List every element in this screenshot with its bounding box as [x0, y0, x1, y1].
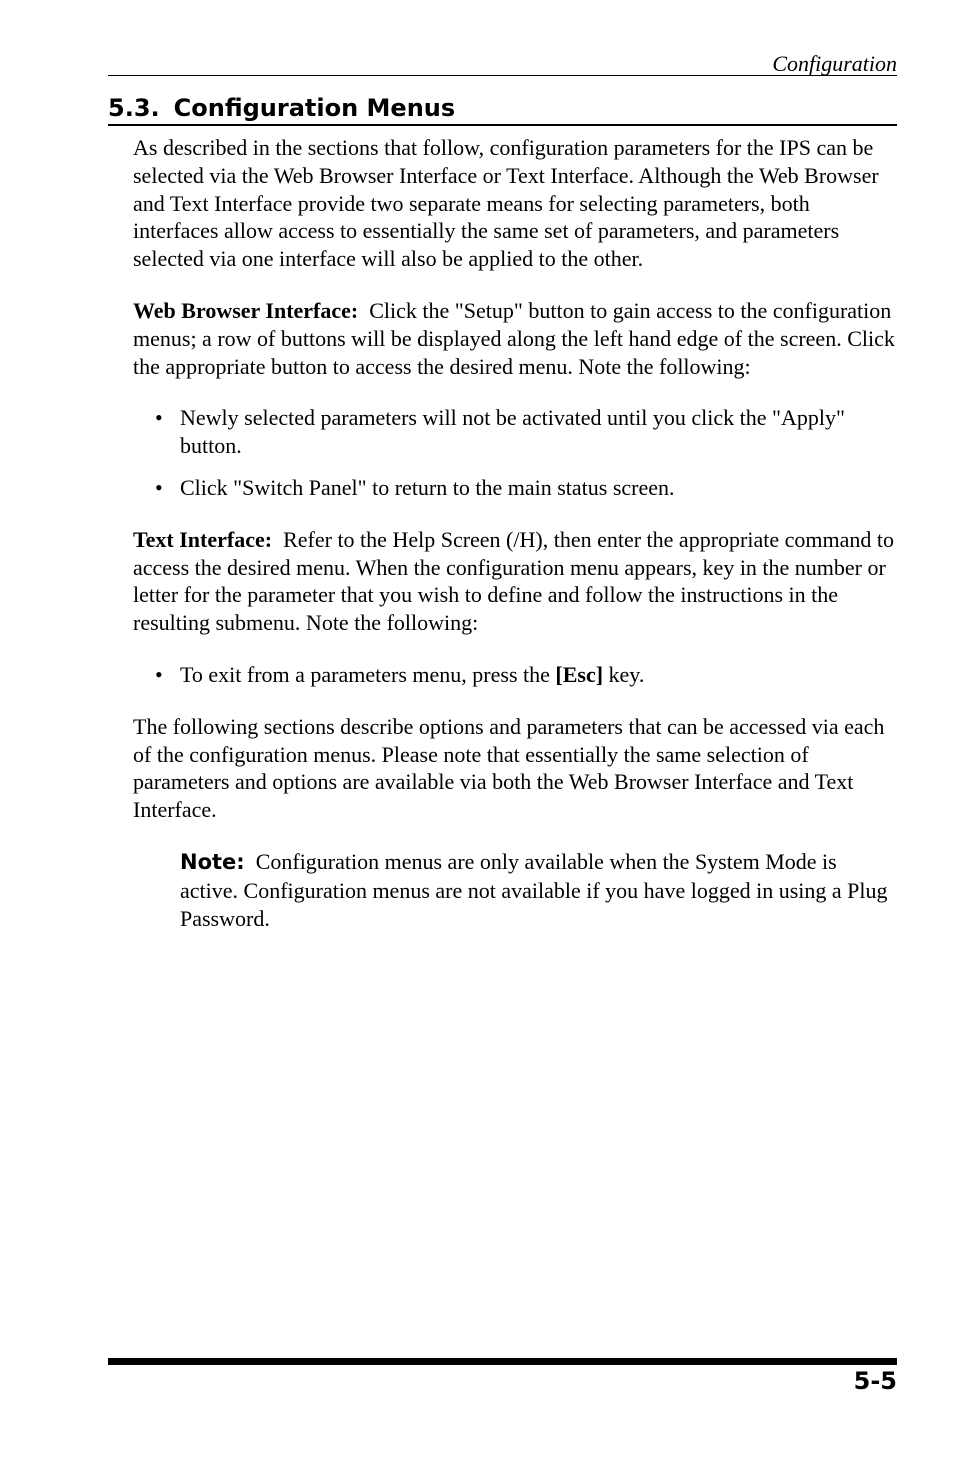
note-text: Configuration menus are only available when the System Mode is active. Configuration menus are not available if you have logged in using a Plug Password. — [180, 848, 888, 931]
footer-rule — [108, 1358, 897, 1365]
note-label: Note: — [180, 849, 245, 874]
bullet-icon: • — [155, 405, 163, 431]
bullet-text-end: key. — [608, 661, 645, 687]
page-number: 5-5 — [853, 1367, 897, 1395]
bullet-text: Click "Switch Panel" to return to the main status screen. — [180, 474, 675, 500]
web-browser-bullets — [133, 404, 899, 501]
list-item — [133, 661, 899, 689]
list-item — [133, 474, 899, 502]
section-title: Configuration Menus — [173, 94, 456, 122]
text-interface-bullets — [133, 661, 899, 689]
bullet-text: To exit from a parameters menu, press the — [180, 661, 550, 687]
web-browser-label: Web Browser Interface: — [133, 297, 359, 323]
closing-paragraph: The following sections describe options and parameters that can be accessed via each of the configuration menus. Please note that essentially the same selection of parameters and options are available via both the Web Browser Interface and Text Interface. — [133, 713, 885, 823]
text-interface-paragraph — [133, 526, 899, 637]
list-item — [133, 404, 899, 460]
section-heading — [108, 92, 897, 126]
running-header: Configuration — [772, 51, 897, 76]
bullet-text: Newly selected parameters will not be activated until you click the "Apply" button. — [180, 405, 845, 459]
intro-paragraph: As described in the sections that follow, configuration parameters for the IPS can be selected via the Web Browser Interface or Text Interface. Although the Web Browser and Text Interface provide two separate means for selecting parameters, both interfaces allow access to essentially the same set of parameters, and parameters selected via one interface will also be applied to the other. — [133, 135, 879, 272]
text-interface-text: Refer to the Help Screen (/H), then enter the appropriate command to access the desired menu. When the configuration menu appears, key in the number or letter for the parameter that you wish to define and follow the instructions in the resulting submenu. Note the following: — [133, 526, 894, 636]
esc-key: [Esc] — [555, 661, 604, 687]
bullet-icon: • — [155, 661, 163, 687]
body-content — [133, 134, 899, 932]
text-interface-label: Text Interface: — [133, 526, 273, 552]
note-block — [180, 848, 899, 932]
web-browser-paragraph — [133, 297, 899, 380]
bullet-icon: • — [155, 474, 163, 500]
section-number: 5.3. — [108, 94, 160, 122]
web-browser-text: Click the "Setup" button to gain access to the configuration menus; a row of buttons will be displayed along the left hand edge of the screen. Click the appropriate button to access the desired menu. Note the following: — [133, 297, 895, 379]
header-rule — [108, 75, 897, 76]
